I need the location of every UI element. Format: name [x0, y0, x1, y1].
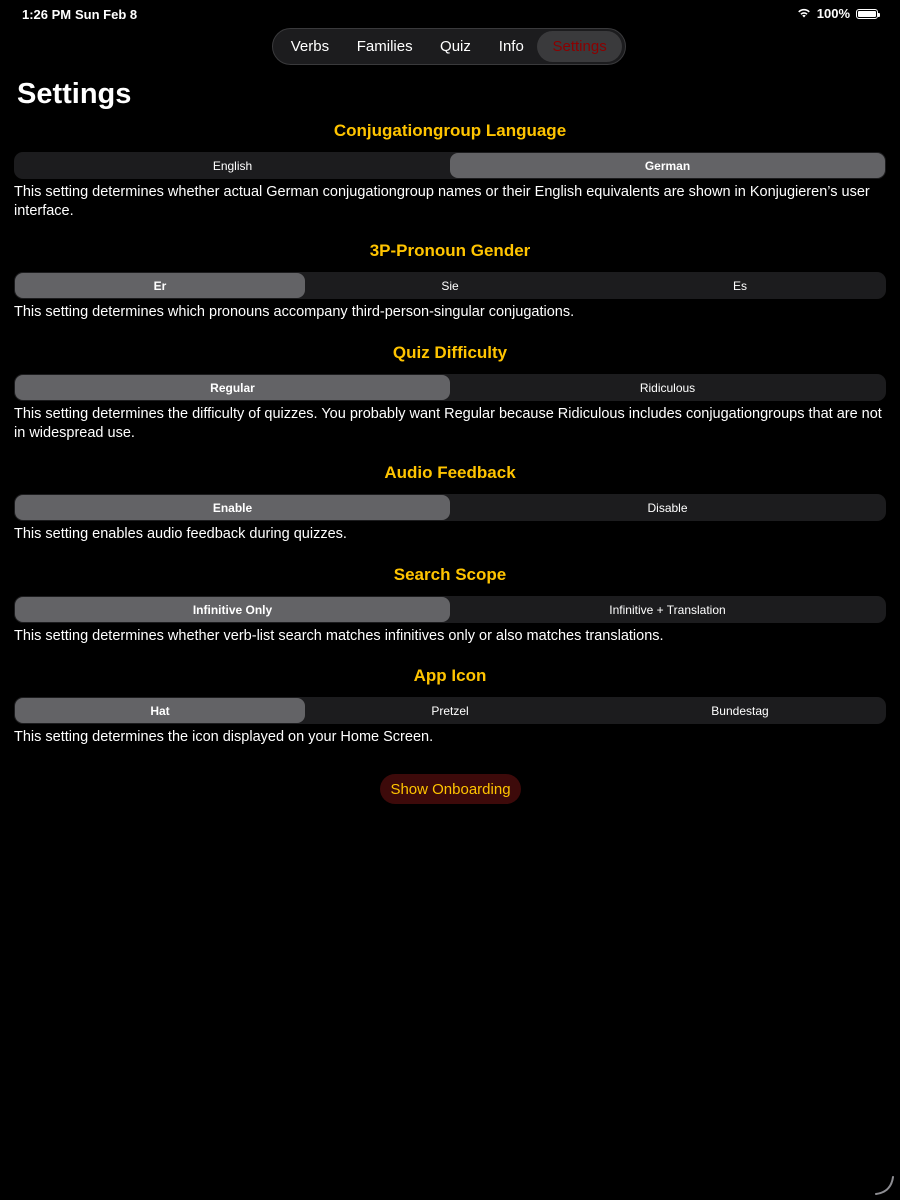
- status-bar: [0, 0, 900, 28]
- status-indicators: [797, 6, 878, 21]
- section-description: This setting enables audio feedback during quizzes.: [14, 526, 347, 542]
- segment-ridiculous[interactable]: Ridiculous: [639, 380, 696, 395]
- segment-german[interactable]: German: [450, 153, 885, 178]
- segment-infinitive-translation[interactable]: Infinitive + Translation: [609, 602, 726, 617]
- segment-english[interactable]: English: [212, 158, 253, 173]
- segmented-control: [14, 596, 886, 623]
- tab-settings[interactable]: Settings: [537, 31, 622, 62]
- section-title: Quiz Difficulty: [392, 343, 508, 362]
- tab-families[interactable]: Families: [356, 38, 413, 55]
- segmented-control: [14, 272, 886, 299]
- segment-disable[interactable]: Disable: [647, 500, 688, 515]
- segment-enable[interactable]: Enable: [15, 495, 450, 520]
- battery-percent: 100%: [816, 6, 850, 21]
- battery-fill: [858, 11, 876, 17]
- status-date: Sun Feb 8: [75, 7, 138, 22]
- section-description: This setting determines which pronouns accompany third-person-singular conjugations.: [14, 304, 575, 320]
- segment-infinitive-only[interactable]: Infinitive Only: [15, 597, 450, 622]
- segment-es[interactable]: Es: [732, 278, 747, 293]
- segment-pretzel[interactable]: Pretzel: [431, 703, 469, 718]
- setting-audio-feedback: [14, 461, 886, 544]
- section-title: Search Scope: [393, 565, 507, 584]
- resize-handle-icon[interactable]: [874, 1174, 896, 1196]
- segment-er[interactable]: Er: [15, 273, 305, 298]
- segment-regular[interactable]: Regular: [15, 375, 450, 400]
- segmented-control: [14, 697, 886, 724]
- section-title: App Icon: [413, 666, 487, 685]
- section-description: This setting determines the icon displayed on your Home Screen.: [14, 729, 434, 745]
- battery-icon: [856, 9, 878, 19]
- tab-quiz[interactable]: Quiz: [440, 38, 471, 55]
- setting-search-scope: [14, 563, 886, 646]
- setting-pronoun-gender: [14, 239, 886, 322]
- section-title: 3P-Pronoun Gender: [369, 241, 531, 260]
- tab-verbs[interactable]: Verbs: [290, 38, 330, 55]
- section-description: This setting determines the difficulty of quizzes. You probably want Regular because Ridiculous includes conjugationgroups that are not in widespread use.: [14, 406, 882, 441]
- wifi-icon: [797, 6, 811, 21]
- segment-hat[interactable]: Hat: [15, 698, 305, 723]
- segmented-control: [14, 152, 886, 179]
- segmented-control: [14, 374, 886, 401]
- section-title: Conjugationgroup Language: [333, 121, 567, 140]
- segment-sie[interactable]: Sie: [441, 278, 459, 293]
- tab-bar: [272, 28, 626, 65]
- setting-conjugationgroup-language: [14, 119, 886, 221]
- setting-quiz-difficulty: [14, 341, 886, 443]
- tab-info[interactable]: Info: [498, 38, 524, 55]
- section-title: Audio Feedback: [384, 463, 516, 482]
- show-onboarding-button[interactable]: Show Onboarding: [380, 774, 521, 804]
- section-description: This setting determines whether verb-list search matches infinitives only or also matches translations.: [14, 628, 664, 644]
- status-time: 1:26 PM: [22, 7, 72, 22]
- section-description: This setting determines whether actual German conjugationgroup names or their English equivalents are shown in Konjugieren’s user interface.: [14, 184, 870, 219]
- segment-bundestag[interactable]: Bundestag: [711, 703, 769, 718]
- setting-app-icon: [14, 664, 886, 747]
- page-title: Settings: [17, 78, 132, 110]
- segmented-control: [14, 494, 886, 521]
